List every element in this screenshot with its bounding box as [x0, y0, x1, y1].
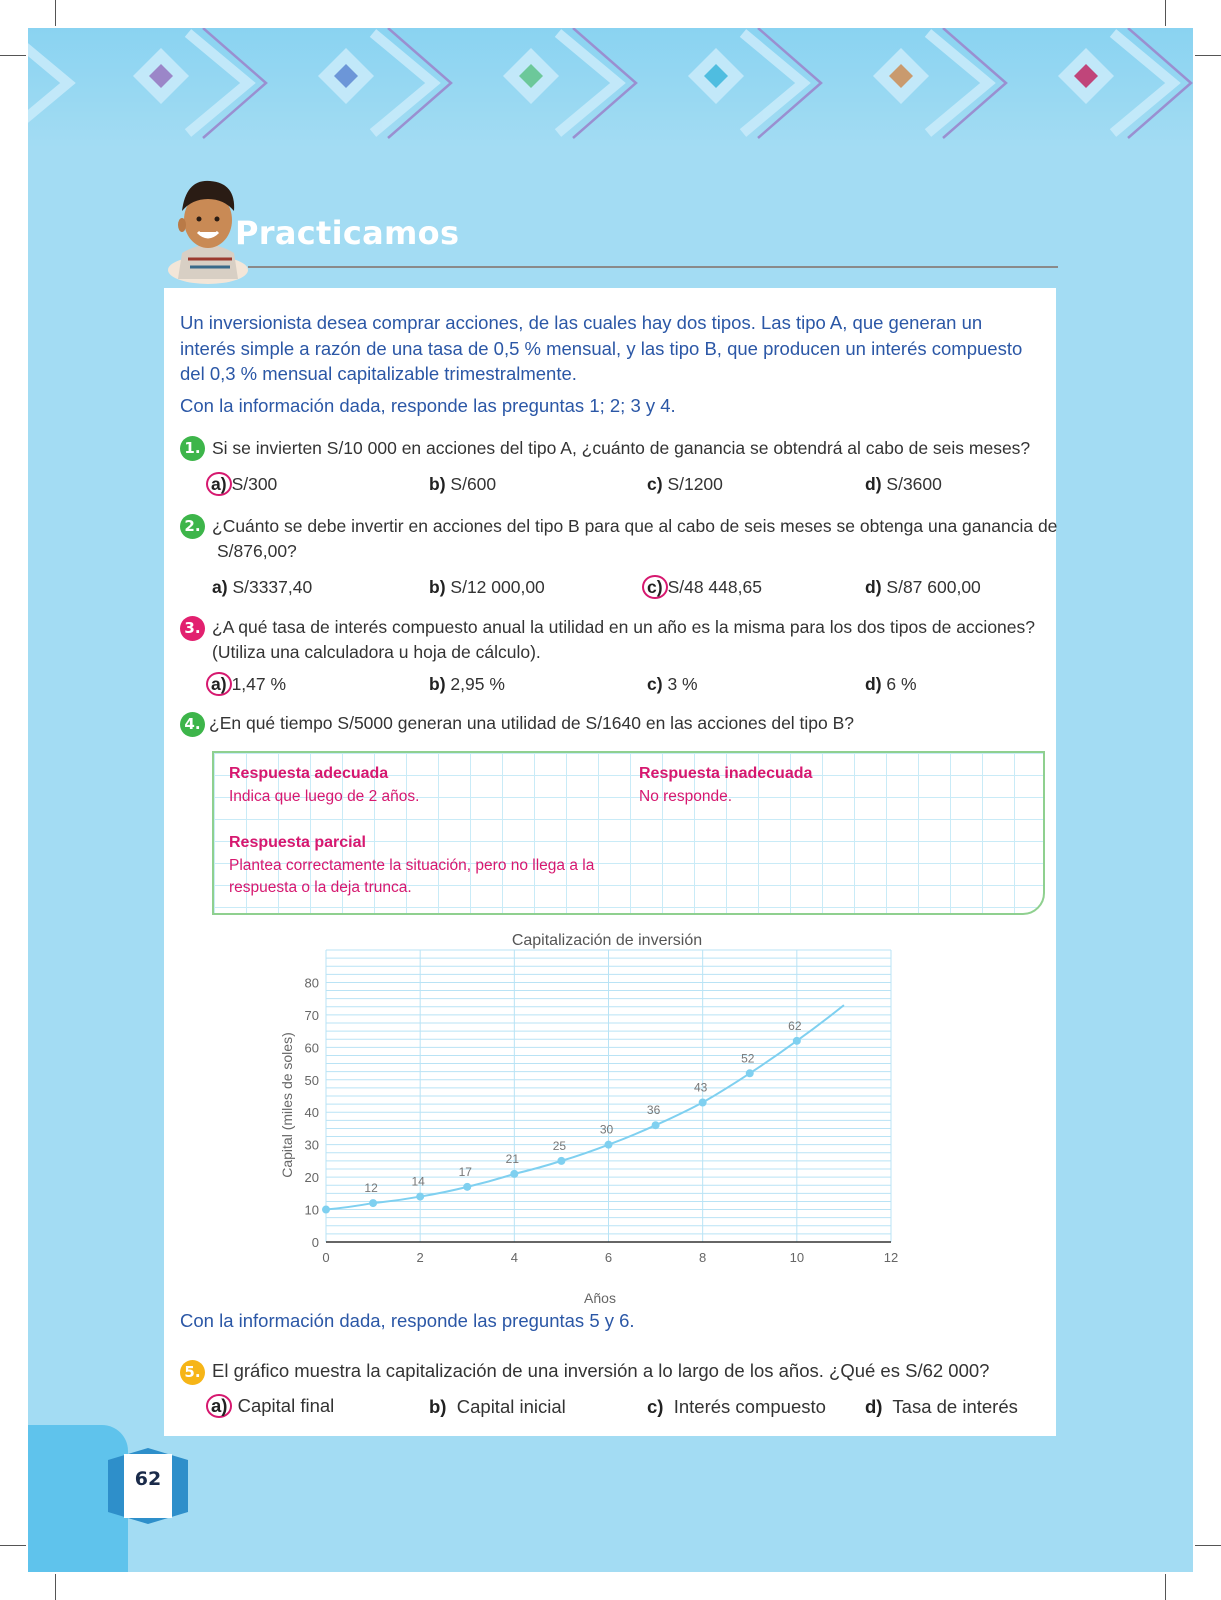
data-label: 62: [788, 1018, 802, 1033]
y-tick-label: 10: [304, 1202, 319, 1218]
rubric-adequate-title: Respuesta adecuada: [229, 765, 389, 782]
x-tick-label: 2: [416, 1250, 424, 1265]
crop-mark: [55, 0, 56, 26]
selected-option-marker: a): [206, 1394, 232, 1418]
crop-mark: [1195, 1545, 1221, 1546]
title-divider: [248, 266, 1058, 268]
x-tick-label: 8: [699, 1250, 707, 1265]
data-point: [746, 1069, 754, 1077]
data-point: [605, 1141, 613, 1149]
x-tick-label: 10: [789, 1250, 805, 1265]
data-label: 14: [411, 1174, 425, 1189]
chart-svg: [270, 920, 950, 1320]
question-text: El gráfico muestra la capitalización de una inversión a lo largo de los años. ¿Qué es S/62 000?: [212, 1360, 990, 1381]
y-tick-label: 40: [304, 1105, 319, 1121]
rubric-partial-text: Plantea correctamente la situación, pero no llega a la: [229, 857, 595, 874]
option-b[interactable]: b) 2,95 %: [429, 674, 505, 694]
crop-mark: [1165, 1574, 1166, 1600]
question-number-badge: 3.: [180, 616, 205, 641]
rubric-partial-title: Respuesta parcial: [229, 834, 366, 851]
decorative-banner: [28, 28, 1193, 148]
rubric-partial-text-continued: respuesta o la deja trunca.: [229, 879, 412, 896]
option-c[interactable]: c) 3 %: [647, 674, 698, 694]
data-point: [416, 1193, 424, 1201]
data-point: [463, 1183, 471, 1191]
option-a[interactable]: a) 1,47 %: [206, 672, 286, 696]
option-d[interactable]: d) 6 %: [865, 674, 917, 694]
question-text: ¿En qué tiempo S/5000 generan una utilidad de S/1640 en las acciones del tipo B?: [209, 713, 855, 733]
page-number: 62: [134, 1468, 162, 1490]
question-text-continued: S/876,00?: [217, 541, 297, 561]
crop-mark: [1195, 55, 1221, 56]
option-b[interactable]: b) S/600: [429, 474, 497, 494]
rubric-inadequate-text: No responde.: [639, 788, 733, 805]
option-a[interactable]: a) Capital final: [206, 1394, 334, 1418]
question-text: ¿Cuánto se debe invertir en acciones del tipo B para que al cabo de seis meses se obtenga una ganancia de: [212, 516, 1058, 536]
option-d[interactable]: d) S/3600: [865, 474, 942, 494]
data-label: 12: [364, 1181, 378, 1196]
y-tick-label: 60: [304, 1040, 319, 1056]
y-tick-label: 70: [304, 1007, 319, 1023]
crop-mark: [0, 1545, 26, 1546]
question-number-badge: 4.: [180, 712, 205, 737]
y-tick-label: 0: [311, 1235, 319, 1250]
y-tick-label: 20: [304, 1170, 319, 1186]
instruction-q5-6: Con la información dada, responde las preguntas 5 y 6.: [180, 1310, 635, 1331]
crop-mark: [0, 55, 26, 56]
data-point: [652, 1121, 660, 1129]
crop-mark: [55, 1574, 56, 1600]
capitalization-chart: [270, 920, 950, 1320]
x-tick-label: 0: [322, 1250, 330, 1265]
data-label: 43: [693, 1080, 708, 1095]
selected-option-marker: c): [642, 575, 668, 599]
instruction-q1-4: Con la información dada, responde las preguntas 1; 2; 3 y 4.: [180, 395, 676, 416]
question-text-continued: (Utiliza una calculadora u hoja de cálculo).: [212, 642, 541, 662]
y-tick-label: 30: [304, 1137, 319, 1153]
y-tick-label: 50: [304, 1072, 319, 1088]
section-title: Practicamos: [235, 214, 460, 252]
option-d[interactable]: d) Tasa de interés: [865, 1396, 1018, 1417]
selected-option-marker: a): [206, 672, 232, 696]
option-a[interactable]: a) S/3337,40: [212, 577, 313, 597]
question-number-badge: 5.: [180, 1360, 205, 1385]
data-label: 17: [458, 1164, 472, 1179]
chart-title: Capitalización de inversión: [511, 932, 703, 949]
y-axis-label: Capital (miles de soles): [279, 1032, 295, 1178]
option-b[interactable]: b) S/12 000,00: [429, 577, 545, 597]
x-axis-label: Años: [584, 1290, 616, 1306]
option-a[interactable]: a) S/300: [206, 472, 277, 496]
question-text: ¿A qué tasa de interés compuesto anual la utilidad en un año es la misma para los dos tipos de acciones?: [212, 617, 1036, 637]
question-text: Si se invierten S/10 000 en acciones del tipo A, ¿cuánto de ganancia se obtendrá al cabo de seis meses?: [212, 438, 1031, 458]
data-point: [369, 1199, 377, 1207]
x-tick-label: 4: [510, 1250, 518, 1265]
x-tick-label: 6: [604, 1250, 613, 1265]
question-number-badge: 2.: [180, 514, 205, 539]
y-tick-label: 80: [304, 975, 319, 991]
rubric-adequate-text: Indica que luego de 2 años.: [229, 788, 420, 805]
crop-mark: [1165, 0, 1166, 26]
option-c[interactable]: c) S/48 448,65: [642, 575, 762, 599]
data-label: 21: [505, 1151, 520, 1166]
selected-option-marker: a): [206, 472, 232, 496]
question-number-badge: 1.: [180, 436, 205, 461]
problem-statement: Un inversionista desea comprar acciones, de las cuales hay dos tipos. Las tipo A, que generan un interés simple a razón de una tasa de 0,5 % mensual, y las tipo B, que producen un interés compuesto del 0,3 % mensual capitalizable trimestralmente.: [180, 312, 1023, 384]
x-tick-label: 12: [883, 1250, 899, 1265]
data-label: 30: [599, 1122, 614, 1137]
data-label: 25: [552, 1138, 567, 1153]
data-label: 52: [741, 1051, 755, 1066]
data-point: [322, 1206, 330, 1214]
data-label: 36: [646, 1103, 661, 1118]
option-c[interactable]: c) S/1200: [647, 474, 723, 494]
data-point: [699, 1098, 707, 1106]
option-c[interactable]: c) Interés compuesto: [647, 1396, 826, 1417]
option-d[interactable]: d) S/87 600,00: [865, 577, 981, 597]
data-point: [793, 1037, 801, 1045]
data-point: [510, 1170, 518, 1178]
option-b[interactable]: b) Capital inicial: [429, 1396, 566, 1417]
data-point: [557, 1157, 565, 1165]
rubric-inadequate-title: Respuesta inadecuada: [639, 765, 813, 782]
